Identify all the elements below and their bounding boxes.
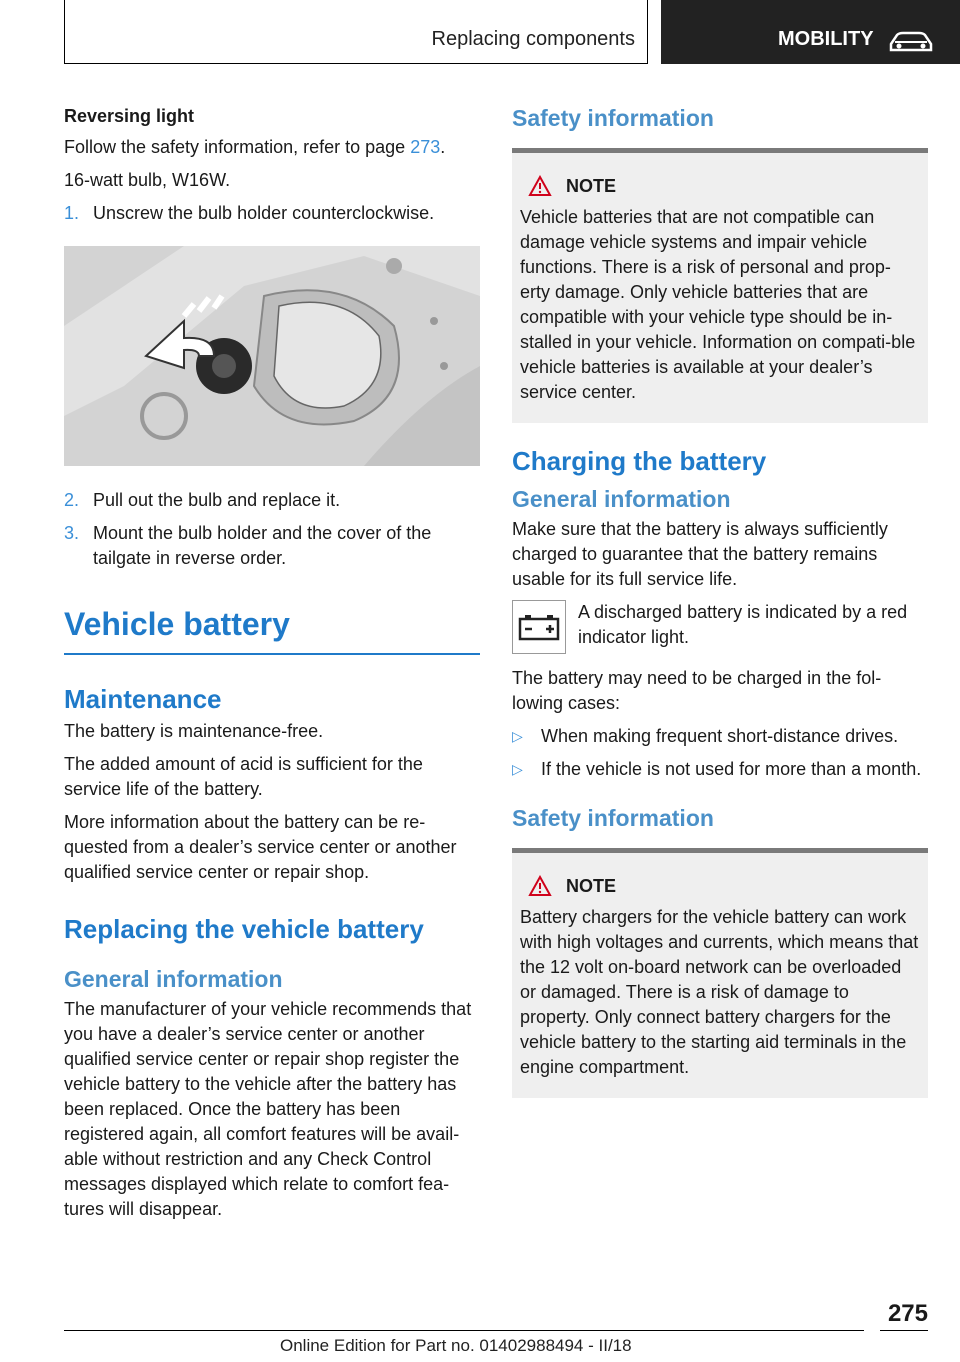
bulb-holder-illustration	[64, 246, 480, 466]
step-text: Mount the bulb holder and the cover of the tailgate in reverse order.	[93, 523, 432, 568]
safety-reference-end: .	[440, 137, 446, 157]
note-header	[520, 875, 920, 897]
right-column	[512, 104, 928, 1120]
step-text: Unscrew the bulb holder counterclockwise.	[93, 203, 435, 223]
battery-indicator-box	[512, 600, 566, 654]
header-section-box	[64, 0, 648, 64]
list-item	[512, 757, 928, 782]
general-information-paragraph: The manufacturer of your vehicle recommends that you have a dealer’s service center or another qualified service center or repair shop register the vehicle battery to the vehicle after the battery has been replaced. Once the battery has been registered again, all comfort features will be avail‐able without restriction and any Check Control messages displayed which relate to comfort fea‐tures will disappear.	[64, 999, 472, 1219]
header-category-title: MOBILITY	[778, 28, 874, 50]
note-text: Battery chargers for the vehicle battery can work with high voltages and currents, which means that the 12 volt on-board network can be overloaded or damaged. There is a risk of damage to property. Only connect battery chargers for the vehicle battery to the starting aid terminals in the engine compartment.	[520, 907, 919, 1077]
replacing-battery-heading: Replacing the vehicle battery	[64, 914, 424, 944]
triangle-bullet-icon: ▷	[512, 728, 523, 744]
reversing-light-heading: Reversing light	[64, 106, 195, 126]
left-column	[64, 104, 480, 1230]
general-information-heading: General information	[64, 966, 283, 992]
page-link[interactable]: 273	[410, 137, 441, 157]
bulb-spec: 16-watt bulb, W16W.	[64, 170, 231, 190]
cases-intro: The battery may need to be charged in the fol‐lowing cases:	[512, 668, 882, 713]
step-number: 1.	[64, 203, 80, 223]
battery-icon	[517, 612, 561, 642]
header-section-title: Replacing components	[431, 28, 635, 50]
safety-reference	[64, 135, 480, 160]
step-item	[64, 521, 480, 571]
page-number: 275	[887, 1300, 928, 1327]
general-information-paragraph: Make sure that the battery is always sufficiently charged to guarantee that the battery remains usable for its full service life.	[512, 519, 888, 589]
maintenance-paragraph: The battery is maintenance-free.	[64, 721, 324, 741]
step-text: Pull out the bulb and replace it.	[93, 490, 341, 510]
indicator-text: A discharged battery is indicated by a red indicator light.	[578, 602, 908, 647]
triangle-bullet-icon: ▷	[512, 761, 523, 777]
header-category-box	[661, 0, 960, 64]
safety-information-heading: Safety information	[512, 105, 714, 131]
note-box	[512, 148, 928, 423]
warning-icon	[528, 175, 552, 197]
charging-battery-heading: Charging the battery	[512, 446, 767, 476]
warning-icon	[528, 875, 552, 897]
footer-divider	[64, 1330, 864, 1331]
step-number: 3.	[64, 523, 80, 543]
edition-text: Online Edition for Part no. 01402988494 - II/18	[280, 1336, 632, 1355]
list-item-text: If the vehicle is not used for more than a month.	[541, 759, 922, 779]
note-box	[512, 848, 928, 1098]
step-item	[64, 201, 480, 226]
note-label: NOTE	[566, 875, 617, 896]
note-header	[520, 175, 920, 197]
maintenance-heading: Maintenance	[64, 684, 222, 714]
list-item-text: When making frequent short-distance drives.	[541, 726, 899, 746]
footer-divider	[880, 1330, 928, 1331]
safety-information-heading: Safety information	[512, 805, 714, 831]
battery-indicator-row	[512, 600, 928, 654]
car-icon	[887, 30, 935, 54]
maintenance-paragraph: The added amount of acid is sufficient for the service life of the battery.	[64, 754, 423, 799]
step-number: 2.	[64, 490, 80, 510]
vehicle-battery-heading: Vehicle battery	[64, 605, 480, 655]
note-text: Vehicle batteries that are not compatible can damage vehicle systems and impair vehicle functions. There is a risk of personal and prop‐erty damage. Only vehicle batteries that are compatible with your vehicle type should be in‐stalled in your vehicle. Information on compati‐ble vehicle batteries is available at your dealer’s service center.	[520, 207, 916, 402]
safety-reference-text: Follow the safety information, refer to page	[64, 137, 411, 157]
general-information-heading: General information	[512, 486, 731, 512]
step-item	[64, 488, 480, 513]
note-label: NOTE	[566, 175, 617, 196]
maintenance-paragraph: More information about the battery can be re‐quested from a dealer’s service center or another qualified service center or repair shop.	[64, 812, 457, 882]
bulb-holder-photo	[64, 246, 480, 466]
list-item	[512, 724, 928, 749]
